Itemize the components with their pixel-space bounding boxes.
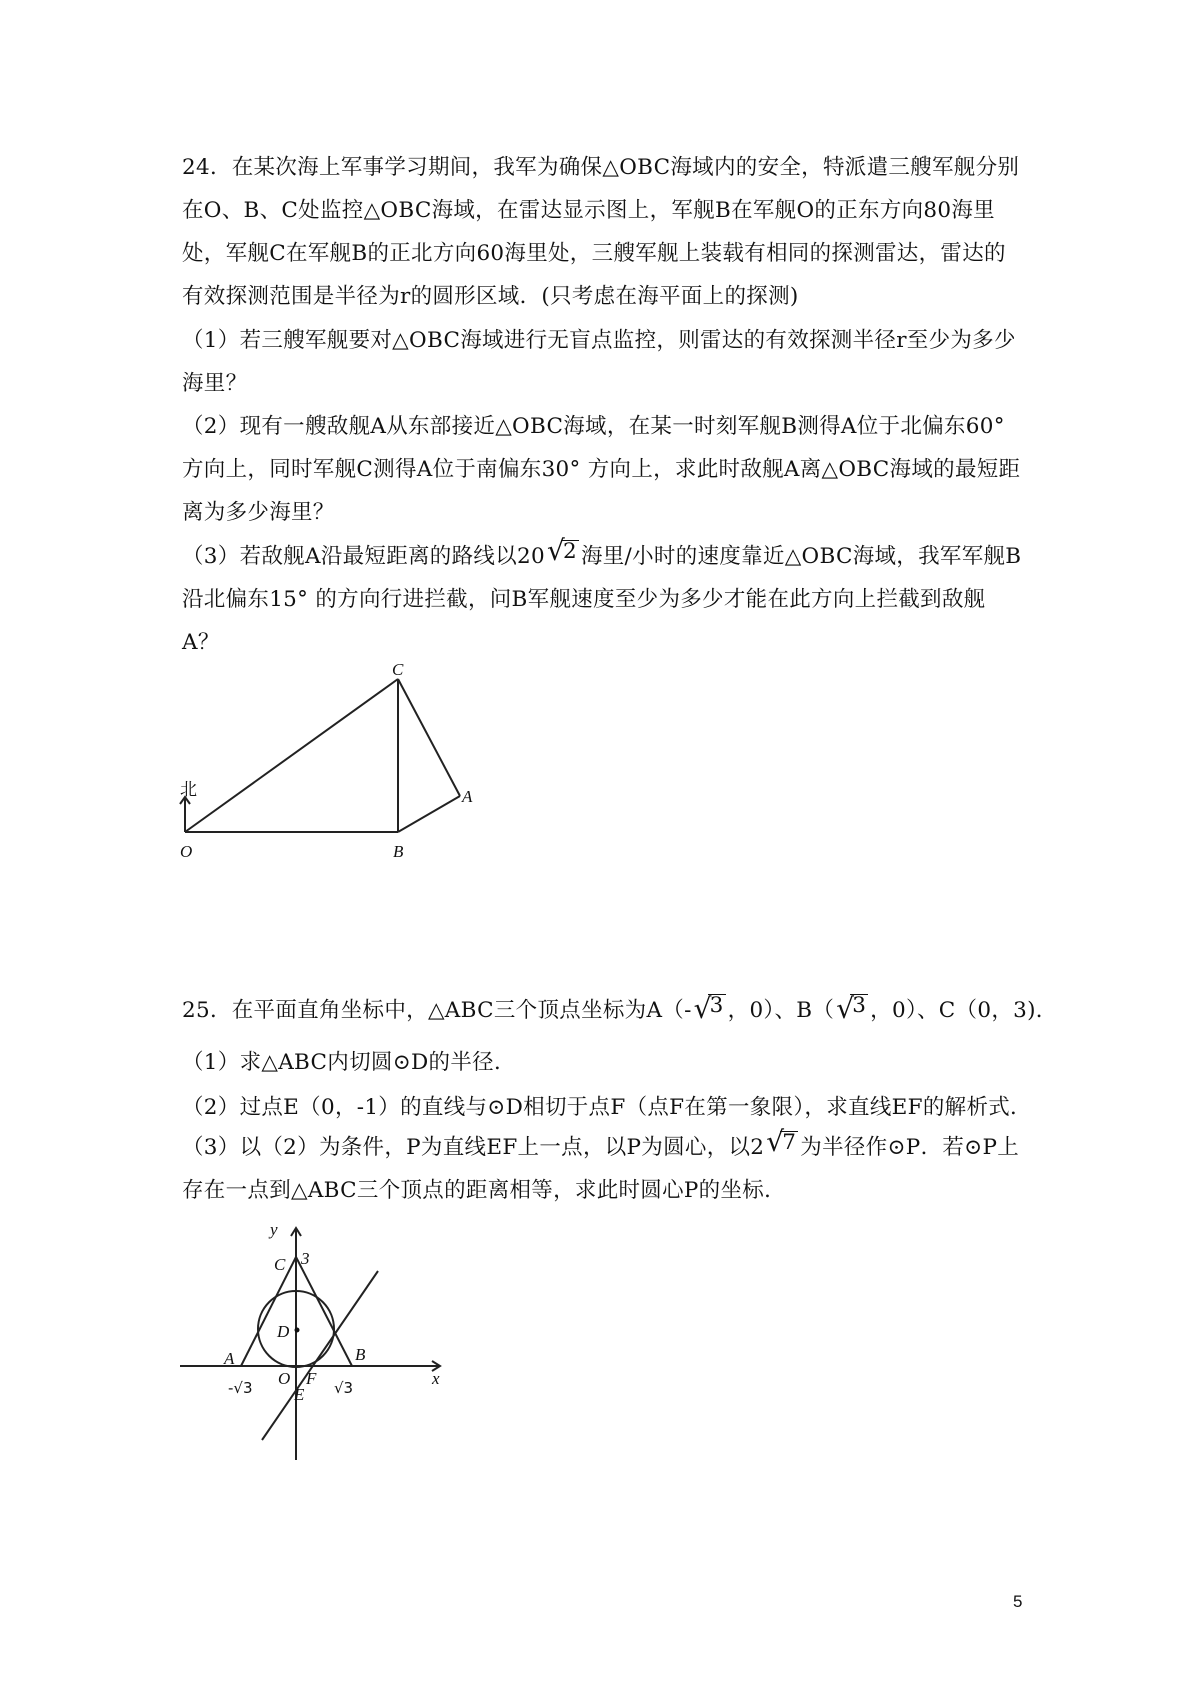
q24-part3-text-a: （3）若敌舰A沿最短距离的路线以20 (182, 544, 545, 569)
q25-part2: （2）过点E（0，-1）的直线与⊙D相切于点F（点F在第一象限），求直线EF的解析式． (182, 1095, 1032, 1120)
label-o: O (278, 1369, 291, 1388)
sqrt-symbol: √ 3 (693, 992, 724, 1025)
label-sqrt3: √3 (334, 1379, 354, 1397)
q25-part3-sqrt-value: 7 (782, 1130, 797, 1155)
sqrt-symbol: √ 2 (546, 534, 577, 567)
label-b: B (355, 1345, 366, 1364)
label-x: x (432, 1369, 440, 1388)
q24-part2: （2）现有一艘敌舰A从东部接近△OBC海域，在某一时刻军舰B测得A位于北偏东60° 方向上，同时军舰C测得A位于南偏东30° 方向上，求此时敌舰A离△OBC海域的最短距离为多少海里？ (182, 414, 1021, 525)
q24-intro: 24．在某次海上军事学习期间，我军为确保△OBC海域内的安全，特派遣三艘军舰分别在O、B、C处监控△OBC海域，在雷达显示图上，军舰B在军舰O的正东方向80海里处，军舰C在军舰B的正北方向60海里处，三艘军舰上装载有相同的探测雷达，雷达的有效探测范围是半径为r的圆形区域．(只考虑在海平面上的探测) (182, 155, 1020, 309)
page-number: 5 (1013, 1592, 1023, 1611)
q25-intro-sqrt1: 3 (709, 993, 724, 1018)
label-c: C (392, 660, 404, 679)
q25-intro-c: ，0）、C（0，3)． (870, 998, 1058, 1023)
label-north: 北 (180, 780, 197, 800)
segment-ac (241, 1257, 296, 1366)
q24-part3-text-b: 海里/小时的速度靠近△OBC海域，我军军舰B沿北偏东15° 的方向行进拦截，问B军舰速度至少为多少才能在此方向上拦截到敌舰A？ (182, 544, 1022, 655)
sqrt-symbol: √ 7 (766, 1125, 797, 1158)
label-c: C (274, 1255, 286, 1274)
q25-intro-b: ，0）、B（ (727, 998, 835, 1023)
q25-part3-text-a: （3）以（2）为条件，P为直线EF上一点，以P为圆心，以2 (182, 1135, 765, 1160)
label-o: O (180, 842, 193, 861)
q24-part3-sqrt-value: 2 (562, 539, 577, 564)
q25-part3-text-b: 为半径作⊙P．若⊙P上存在一点到△ABC三个顶点的距离相等，求此时圆心P的坐标． (182, 1135, 1020, 1203)
label-a: A (224, 1349, 235, 1368)
label-b: B (393, 842, 404, 861)
center-d-point (295, 1328, 300, 1333)
q25-intro-a: 25．在平面直角坐标中，△ABC三个顶点坐标为A（- (182, 998, 692, 1023)
label-d: D (277, 1322, 290, 1341)
q25-part1: （1）求△ABC内切圆⊙D的半径． (182, 1050, 516, 1075)
label-neg-sqrt3: -√3 (228, 1379, 253, 1397)
sqrt-symbol: √ 3 (836, 992, 867, 1025)
label-a: A (462, 787, 473, 806)
label-y: y (270, 1220, 278, 1239)
q25-intro-sqrt2: 3 (852, 993, 867, 1018)
label-f: F (306, 1369, 317, 1388)
label-3: 3 (301, 1249, 310, 1268)
q24-part1: （1）若三艘军舰要对△OBC海域进行无盲点监控，则雷达的有效探测半径r至少为多少海里？ (182, 328, 1016, 396)
label-e: E (294, 1385, 305, 1404)
